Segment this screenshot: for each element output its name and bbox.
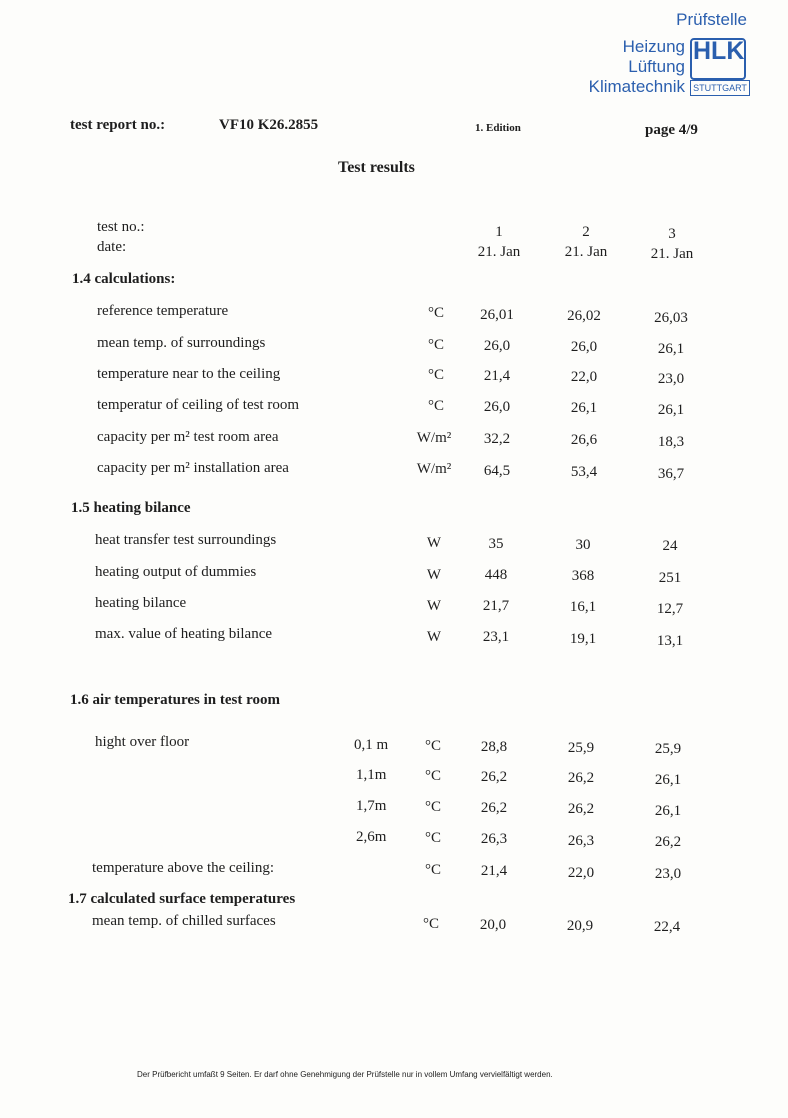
value-test-3: 23,0 <box>657 371 685 387</box>
row-unit: W <box>426 567 442 583</box>
value-test-1: 448 <box>484 567 508 583</box>
row-label: temperature above the ceiling: <box>92 860 274 876</box>
value-test-3: 26,03 <box>654 310 688 326</box>
value-test-2: 30 <box>575 537 591 553</box>
section-air-title: 1.6 air temperatures in test room <box>70 692 280 708</box>
value-test-3: 25,9 <box>654 741 682 757</box>
section-heating-title: 1.5 heating bilance <box>71 500 191 516</box>
row-unit: W/m² <box>416 430 452 446</box>
row-unit: W <box>426 535 442 551</box>
value-test-2: 26,02 <box>567 308 601 324</box>
height-value: 2,6m <box>356 829 387 845</box>
row-unit: °C <box>422 916 439 932</box>
row-unit: °C <box>424 799 441 815</box>
value-test-2: 26,3 <box>567 833 595 849</box>
value-test-2: 20,9 <box>566 918 594 934</box>
value-test-2: 19,1 <box>569 631 597 647</box>
value-test-1: 32,2 <box>483 431 511 447</box>
logo-stuttgart: STUTTGART <box>690 80 750 96</box>
row-unit: °C <box>427 337 444 353</box>
test-no-3: 3 <box>668 226 676 242</box>
test-date-1: 21. Jan <box>477 244 521 260</box>
row-unit: W/m² <box>416 461 452 477</box>
row-label: max. value of heating bilance <box>95 626 273 642</box>
value-test-3: 26,2 <box>654 834 682 850</box>
value-test-1: 26,3 <box>480 831 508 847</box>
value-test-1: 26,0 <box>483 399 511 415</box>
row-unit: W <box>426 629 442 645</box>
logo-line-pruefstelle: Prüfstelle <box>676 10 747 29</box>
page-number: page 4/9 <box>645 122 698 138</box>
row-unit: °C <box>424 862 441 878</box>
value-test-3: 18,3 <box>657 434 685 450</box>
height-value: 0,1 m <box>354 737 389 753</box>
value-test-1: 35 <box>488 536 504 552</box>
value-test-3: 13,1 <box>656 633 684 649</box>
row-unit: W <box>426 598 442 614</box>
value-test-3: 24 <box>662 538 678 554</box>
value-test-2: 26,0 <box>570 339 598 355</box>
row-label: heating bilance <box>95 595 187 611</box>
row-label: temperatur of ceiling of test room <box>97 397 300 413</box>
row-unit: °C <box>427 367 444 383</box>
value-test-2: 368 <box>571 568 595 584</box>
value-test-2: 26,2 <box>567 801 595 817</box>
footer-note: Der Prüfbericht umfaßt 9 Seiten. Er darf ohne Genehmigung der Prüfstelle nur in vollem Umfang vervielfältigt werden. <box>137 1070 553 1079</box>
report-label: test report no.: <box>70 117 166 133</box>
report-number: VF10 K26.2855 <box>219 117 319 133</box>
row-label: reference temperature <box>97 303 229 319</box>
test-date-3: 21. Jan <box>650 246 694 262</box>
value-test-3: 22,4 <box>653 919 681 935</box>
value-test-1: 26,0 <box>483 338 511 354</box>
value-test-3: 26,1 <box>657 402 685 418</box>
test-no-label: test no.: <box>97 219 145 235</box>
row-label: heat transfer test surroundings <box>95 532 277 548</box>
height-value: 1,7m <box>356 798 387 814</box>
value-test-1: 26,2 <box>480 800 508 816</box>
row-label: heating output of dummies <box>95 564 257 580</box>
value-test-3: 26,1 <box>657 341 685 357</box>
section-surface-title: 1.7 calculated surface temperatures <box>68 891 296 907</box>
value-test-2: 25,9 <box>567 740 595 756</box>
value-test-2: 26,1 <box>570 400 598 416</box>
value-test-2: 16,1 <box>569 599 597 615</box>
logo-line-klimatechnik: Klimatechnik <box>588 77 685 96</box>
value-test-1: 28,8 <box>480 739 508 755</box>
logo-hlk: HLK <box>693 37 745 65</box>
logo-line-heizung: Heizung <box>622 37 685 56</box>
hight-over-floor-label: hight over floor <box>95 734 190 750</box>
row-unit: °C <box>427 305 444 321</box>
value-test-1: 26,2 <box>480 769 508 785</box>
row-unit: °C <box>424 830 441 846</box>
date-label: date: <box>97 239 127 255</box>
value-test-3: 36,7 <box>657 466 685 482</box>
value-test-1: 64,5 <box>483 463 511 479</box>
row-label: capacity per m² test room area <box>97 429 279 445</box>
height-value: 1,1m <box>356 767 387 783</box>
value-test-1: 21,4 <box>480 863 508 879</box>
page-title: Test results <box>338 159 415 176</box>
value-test-2: 53,4 <box>570 464 598 480</box>
row-unit: °C <box>427 398 444 414</box>
value-test-3: 12,7 <box>656 601 684 617</box>
value-test-3: 26,1 <box>654 772 682 788</box>
test-no-2: 2 <box>582 224 590 240</box>
row-label: capacity per m² installation area <box>97 460 289 476</box>
value-test-1: 20,0 <box>479 917 507 933</box>
value-test-2: 26,6 <box>570 432 598 448</box>
value-test-1: 21,7 <box>482 598 510 614</box>
value-test-2: 26,2 <box>567 770 595 786</box>
test-date-2: 21. Jan <box>564 244 608 260</box>
edition: 1. Edition <box>475 122 521 134</box>
value-test-2: 22,0 <box>567 865 595 881</box>
value-test-3: 251 <box>658 570 682 586</box>
value-test-3: 23,0 <box>654 866 682 882</box>
row-unit: °C <box>424 768 441 784</box>
value-test-2: 22,0 <box>570 369 598 385</box>
value-test-3: 26,1 <box>654 803 682 819</box>
row-label: mean temp. of surroundings <box>97 335 266 351</box>
section-calculations-title: 1.4 calculations: <box>72 271 176 287</box>
value-test-1: 21,4 <box>483 368 511 384</box>
test-no-1: 1 <box>495 224 503 240</box>
row-unit: °C <box>424 738 441 754</box>
row-label: temperature near to the ceiling <box>97 366 281 382</box>
row-label: mean temp. of chilled surfaces <box>92 913 276 929</box>
value-test-1: 23,1 <box>482 629 510 645</box>
logo-line-lueftung: Lüftung <box>628 57 685 76</box>
value-test-1: 26,01 <box>480 307 514 323</box>
